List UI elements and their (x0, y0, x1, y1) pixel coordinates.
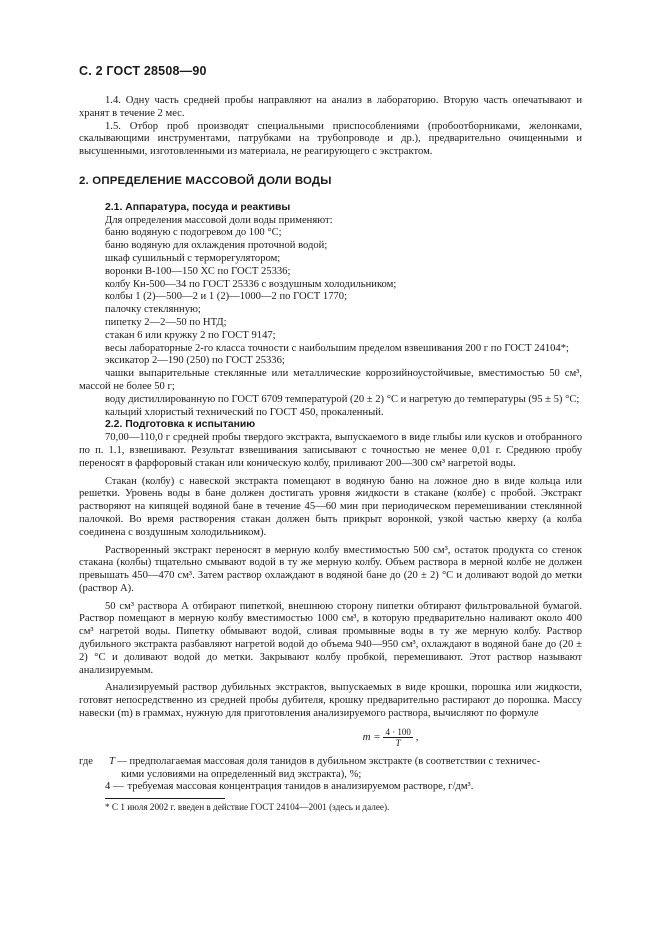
list-item: воронки В-100—150 ХС по ГОСТ 25336; (105, 265, 291, 277)
subsection-2-2-title: 2.2. Подготовка к испытанию (105, 419, 256, 431)
where-prefix: где (79, 755, 93, 767)
formula-denominator: T (395, 737, 401, 748)
list-item: колбу Кн-500—34 по ГОСТ 25336 с воздушным холодильником; (105, 278, 397, 290)
list-item-cups: чашки выпарительные стеклянные или металлические коррозийноустойчивые, вместимостью 50 см³, массой не более 50 г; (79, 368, 582, 392)
paragraph: 50 см³ раствора А отбирают пипеткой, внешнюю сторону пипетки обтирают фильтровальной бумагой. Раствор помещают в мерную колбу вместимостью 1000 см³, в которую предварительно наливают около 400 см³ нагретой воды. Пипетку обмывают водой, сливая промывные воды в ту же мерную колбу. Раствор дубильного экстракта разбавляют нагретой водой до объема 940—950 см³, охлаждают в водяной бане до (20 ± 2) °С и доливают водой до метки. Закрывают колбу пробкой, перемешивают. Этот раствор называют анализируемым. (79, 600, 582, 676)
clause-1-5: 1.5. Отбор проб производят специальными приспособлениями (пробоотборниками, желонками, скалывающими инструментами, патрубками на трубопроводе и др.), предварительно очищенными и высушенными, изготовленными из материала, не реагирующего с экстрактом. (79, 120, 582, 158)
paragraph: Стакан (колбу) с навеской экстракта помещают в водяную баню на ложное дно в виде кольца или решетки. Уровень воды в бане должен достигать уровня жидкости в стакане (колбе) с пробой. Экстракт растворяют на кипящей водяной бане в течение 45—60 мин при периодическом перемешивании стеклянной палочкой. Во время растворения стакан должен быть прикрыт воронкой, узкой частью кверху (а колба соединена с воздушным холодильником). (79, 475, 582, 538)
paragraph: 70,00—110,0 г средней пробы твердого экстракта, выпускаемого в виде глыбы или кусков и отобранного по п. 1.1, взвешивают. Результат взвешивания записывают с точностью не менее 0,01 г. Среднюю пробу переносят в фарфоровый стакан или коническую колбу, приливают 200—300 см³ нагретой воды. (79, 432, 582, 469)
list-item: баню водяную для охлаждения проточной водой; (105, 240, 328, 252)
formula-lhs: m = (362, 730, 381, 743)
document-body (79, 95, 582, 813)
where-four-term: 4 — (105, 781, 124, 793)
section-title: 2. ОПРЕДЕЛЕНИЕ МАССОВОЙ ДОЛИ ВОДЫ (79, 174, 332, 187)
where-t-desc: предполагаемая массовая доля танидов в дубильном экстракте (в соответствии с техничес- (129, 755, 541, 767)
where-four (79, 781, 582, 794)
page-header: С. 2 ГОСТ 28508—90 (79, 64, 207, 78)
list-item: шкаф сушильный с терморегулятором; (105, 252, 281, 264)
list-item: баню водяную с подогревом до 100 °С; (105, 227, 282, 239)
list-item: стакан 6 или кружку 2 по ГОСТ 9147; (105, 329, 276, 341)
paragraph: Анализируемый раствор дубильных экстрактов, выпускаемых в виде крошки, порошка или жидкости, готовят непосредственно из средней пробы дубителя, крошку предварительно растирают до порошка. Массу навески (m) в граммах, нужную для приготовления анализируемого раствора, вычисляют по формуле (79, 682, 582, 720)
where-four-desc: требуемая массовая концентрация танидов в анализируемом растворе, г/дм³. (127, 781, 474, 793)
formula-numerator: 4 · 100 (385, 726, 411, 737)
list-item: палочку стеклянную; (105, 304, 201, 316)
list-item: эксикатор 2—190 (250) по ГОСТ 25336; (105, 355, 285, 367)
list-item: колбы 1 (2)—500—2 и 1 (2)—1000—2 по ГОСТ 1770; (105, 291, 348, 303)
where-t-desc-block (109, 756, 582, 782)
list-item: пипетку 2—2—50 по НТД; (105, 316, 227, 328)
where-t (79, 756, 582, 782)
footnote-divider (105, 798, 225, 799)
where-t-desc-cont: кими условиями на определенный вид экстракта), %; (121, 768, 362, 780)
list-item-scales: весы лабораторные 2-го класса точности с наибольшим пределом взвешивания 200 г по ГОСТ 24104*; (105, 342, 569, 354)
subsection-2-1-title: 2.1. Аппаратура, посуда и реактивы (105, 201, 291, 213)
formula-tail: , (415, 730, 419, 743)
where-t-term: T — (109, 755, 127, 767)
formula-fraction (383, 727, 413, 748)
clause-1-4: 1.4. Одну часть средней пробы направляют на анализ в лабораторию. Вторую часть опечатывают и хранят в течение 2 мес. (79, 95, 582, 119)
footnote: * С 1 июля 2002 г. введен в действие ГОСТ 24104—2001 (здесь и далее). (105, 802, 390, 813)
list-item-water: воду дистиллированную по ГОСТ 6709 температурой (20 ± 2) °С и нагретую до температуры (95 ± 5) °С; (105, 393, 580, 405)
formula (79, 727, 582, 748)
subsection-2-1-lead: Для определения массовой доли воды применяют: (105, 214, 333, 226)
paragraph: Растворенный экстракт переносят в мерную колбу вместимостью 500 см³, остаток продукта со стенок стакана (колбы) тщательно смывают водой в ту же мерную колбу. Объем раствора в мерной колбе не должен превышать 450—470 см³. Затем раствор охлаждают в водяной бане до (20 ± 2) °С и доливают водой до метки (раствор А). (79, 544, 582, 594)
list-item-calcium: кальций хлористый технический по ГОСТ 450, прокаленный. (105, 406, 384, 418)
